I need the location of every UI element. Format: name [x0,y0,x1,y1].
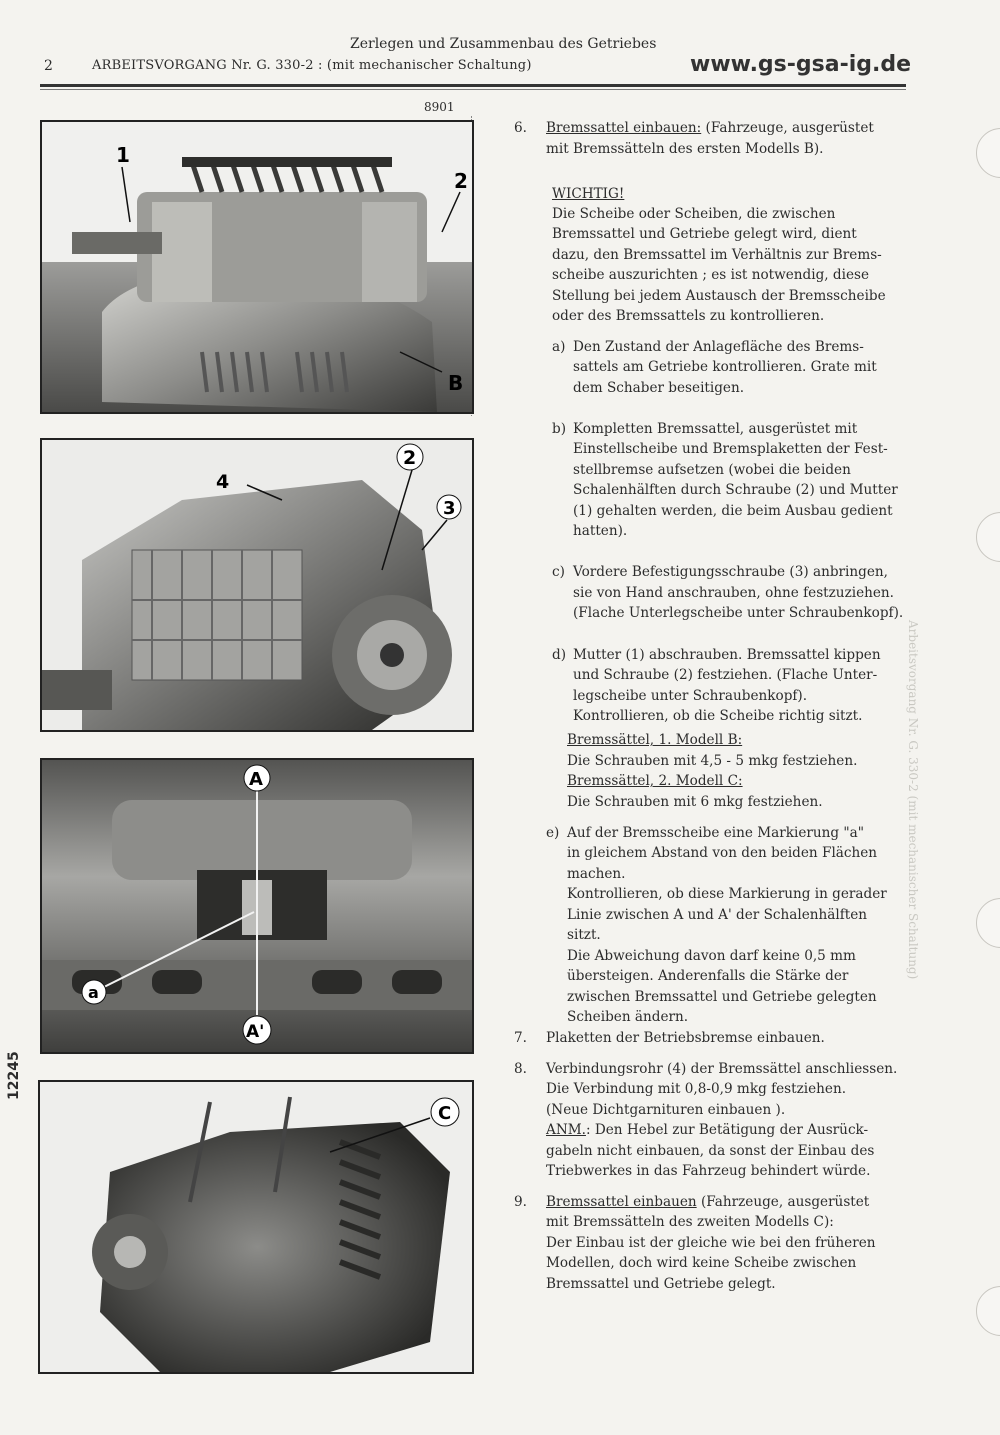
step-8-line: (Neue Dichtgarnituren einbauen ). [546,1102,786,1118]
step-8-line: Die Verbindung mit 0,8-0,9 mkg festziehen. [546,1081,847,1097]
substep-d-label: d) [552,647,567,663]
punch-hole [976,1286,1000,1336]
step-7-number: 7. [514,1030,527,1046]
model-b-torque: Die Schrauben mit 4,5 - 5 mkg festziehen. [567,753,858,769]
step-9-title-rest: (Fahrzeuge, ausgerüstet [696,1194,870,1210]
caliper-halves [112,800,412,880]
substep-e-line: Linie zwischen A und A' der Schalenhälften [567,907,867,923]
callout-2: 2 [403,447,417,469]
punch-hole [976,512,1000,562]
step-9-line: mit Bremssätteln des zweiten Modells C): [546,1214,834,1230]
header-rule [40,84,906,87]
substep-d-line: und Schraube (2) festziehen. (Flache Unter- [573,667,878,683]
substep-b-line: stellbremse aufsetzen (wobei die beiden [573,462,851,478]
operation-number: ARBEITSVORGANG Nr. G. 330-2 : (mit mechanischer Schaltung) [92,58,532,73]
substep-b-label: b) [552,421,567,437]
document-title: Zerlegen und Zusammenbau des Getriebes [350,36,657,52]
step-8-line: Verbindungsrohr (4) der Bremssättel anschliessen. [546,1061,898,1077]
model-b-heading: Bremssättel, 1. Modell B: [567,732,743,748]
substep-a-line: dem Schaber beseitigen. [573,380,745,396]
important-heading: WICHTIG! [552,186,625,202]
substep-b-line: Schalenhälften durch Schraube (2) und Mutter [573,482,898,498]
callout-c: C [438,1103,452,1124]
substep-e-line: übersteigen. Anderenfalls die Stärke der [567,968,849,984]
callout-1: 1 [116,143,130,167]
important-line: Die Scheibe oder Scheiben, die zwischen [552,206,836,222]
step-8-number: 8. [514,1061,527,1077]
callout-a-prime: A' [246,1022,265,1042]
step-9-heading [546,1192,869,1213]
step-6-heading [546,118,874,139]
step-6-line2: mit Bremssätteln des ersten Modells B). [546,141,824,157]
step-8-note [546,1120,868,1141]
important-line: Bremssattel und Getriebe gelegt wird, dient [552,226,857,242]
header-rule-thin [40,89,906,90]
step-7-text: Plaketten der Betriebsbremse einbauen. [546,1030,825,1046]
important-line: scheibe auszurichten ; es ist notwendig, diese [552,267,870,283]
step-9-line: Bremssattel und Getriebe gelegt. [546,1276,776,1292]
bleed-through-text: Arbeitsvorgang Nr. G. 330-2 (mit mechanischer Schaltung) [906,620,920,980]
step-8-note-line: gabeln nicht einbauen, da sonst der Einbau des [546,1143,875,1159]
note-label: ANM. [546,1122,586,1138]
punch-hole [976,128,1000,178]
substep-e-line: Auf der Bremsscheibe eine Markierung "a" [567,825,864,841]
bolt [72,232,162,254]
figure-caliper-model-b [40,120,474,414]
substep-e-line: Scheiben ändern. [567,1009,689,1025]
substep-e-line: in gleichem Abstand von den beiden Flächen [567,845,878,861]
note-text: : Den Hebel zur Betätigung der Ausrück- [585,1122,869,1138]
substep-e-line: Kontrollieren, ob diese Markierung in gerader [567,886,887,902]
substep-d-line: Mutter (1) abschrauben. Bremssattel kippen [573,647,881,663]
substep-b-line: Einstellscheibe und Bremsplaketten der Fest- [573,441,888,457]
callout-3: 3 [443,498,456,519]
substep-e-line: sitzt. [567,927,601,943]
callout-2: 2 [454,169,468,193]
document-number: 8901 [424,100,455,114]
substep-e-line: zwischen Bremssattel und Getriebe gelegten [567,989,877,1005]
step-9-number: 9. [514,1194,527,1210]
substep-c-label: c) [552,564,565,580]
callout-b: B [448,371,464,395]
substep-c-line: sie von Hand anschrauben, ohne festzuziehen. [573,585,894,601]
step-9-title: Bremssattel einbauen [546,1194,697,1210]
substep-d-line: Kontrollieren, ob die Scheibe richtig sitzt. [573,708,863,724]
step-6-number: 6. [514,120,527,136]
substep-c-line: (Flache Unterlegscheibe unter Schraubenkopf). [573,605,904,621]
figure-caliper-model-c [38,1080,474,1374]
step-9-line: Der Einbau ist der gleiche wie bei den früheren [546,1235,876,1251]
important-line: oder des Bremssattels zu kontrollieren. [552,308,825,324]
callout-marking-a: a [88,983,99,1002]
substep-e-line: machen. [567,866,626,882]
figure-gearbox-caliper [40,438,474,732]
callout-a: A [249,769,263,790]
substep-d-line: legscheibe unter Schraubenkopf). [573,688,808,704]
figure-disc-marking [40,758,474,1054]
substep-a-line: sattels am Getriebe kontrollieren. Grate mit [573,359,877,375]
important-line: dazu, den Bremssattel im Verhältnis zur Brems- [552,247,882,263]
callout-4: 4 [216,471,230,493]
model-c-heading: Bremssättel, 2. Modell C: [567,773,743,789]
substep-b-line: (1) gehalten werden, die beim Ausbau gedient [573,503,893,519]
page-number: 2 [44,58,53,74]
step-6-title: Bremssattel einbauen: [546,120,702,136]
substep-e-line: Die Abweichung davon darf keine 0,5 mm [567,948,856,964]
substep-b-line: Kompletten Bremssattel, ausgerüstet mit [573,421,858,437]
punch-hole [976,898,1000,948]
website-watermark: www.gs-gsa-ig.de [690,52,912,77]
step-6-title-rest: (Fahrzeuge, ausgerüstet [701,120,874,136]
step-9-line: Modellen, doch wird keine Scheibe zwischen [546,1255,857,1271]
step-8-note-line: Triebwerkes in das Fahrzeug behindert würde. [546,1163,871,1179]
substep-a-line: Den Zustand der Anlagefläche des Brems- [573,339,864,355]
important-line: Stellung bei jedem Austausch der Bremsscheibe [552,288,886,304]
substep-a-label: a) [552,339,566,355]
substep-e-label: e) [546,825,560,841]
model-c-torque: Die Schrauben mit 6 mkg festziehen. [567,794,823,810]
side-reference-number: 12245 [6,1051,22,1100]
substep-b-line: hatten). [573,523,628,539]
substep-c-line: Vordere Befestigungsschraube (3) anbringen, [573,564,888,580]
